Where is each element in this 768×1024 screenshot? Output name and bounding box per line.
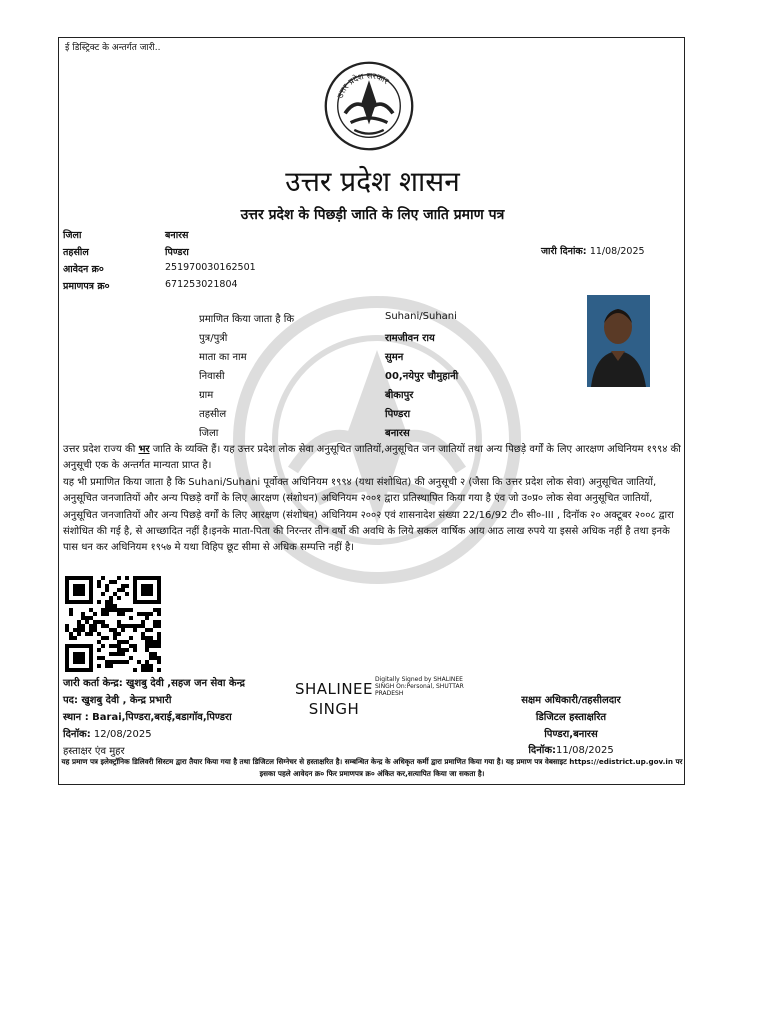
- detail-label: तहसील: [199, 409, 227, 420]
- center-value: खुशबु देवी ,सहज जन सेवा केन्द्र: [122, 678, 245, 689]
- post-value: खुशबु देवी , केन्द्र प्रभारी: [78, 695, 172, 706]
- district-detail: बनारस: [385, 428, 410, 439]
- page-subtitle: उत्तर प्रदेश के पिछड़ी जाति के लिए जाति प्रमाण पत्र: [240, 207, 505, 223]
- qr-code-icon[interactable]: [65, 576, 161, 672]
- certificate-label: प्रमाणपत्र क्र०: [63, 281, 110, 292]
- authority-title: सक्षम अधिकारी/तहसीलदार: [521, 695, 621, 706]
- issuer-date-value: 12/08/2025: [90, 729, 152, 740]
- paragraph-certification: यह भी प्रमाणित किया जाता है कि Suhani/Suhani पूर्वोक्त अधिनियम १९९४ (यथा संशोधित) की अनुसूची २ (जैसा कि उत्तर प्रदेश लोक सेवा) अनुसूचित जातियों, अनुसूचित जनजातियों और अन्य पिछड़े वर्गों के लिए आरक्षण (संशोधन) अधिनियम २००१ द्वारा प्रतिस्थापित किया गया है एंव जो उ०प्र० लोक सेवा अनुसूचित जातियों, अनुसूचित जनजातियों और अन्य पिछड़े वर्गों के लिए आरक्षण (संशोधन) अधिनियम २००२ एवं शासनादेश संख्या 22/16/92 टी० सी०-III , दिनॉक २० अक्टूबर २००८ द्वारा संशोधित की गई है, से आच्छादित नहीं है।इनके माता-पिता की निरन्तर तीन वर्षो की अवधि के लिये सकल वार्षिक आय आठ लाख रुपये या इससे अधिक नहीं है तथा इनके पास धन कर अधिनियम १९५७ मे यथा विहिप छूट सीमा से अधिक सम्पत्ति नहीं है।: [63, 477, 674, 554]
- issuer-date: [63, 726, 152, 740]
- detail-label: ग्राम: [199, 390, 214, 401]
- issuer-date-label: दिनॉक:: [63, 729, 91, 740]
- applicant-photo: [587, 295, 650, 387]
- post-label: पद:: [63, 695, 78, 706]
- issue-date-value: 11/08/2025: [589, 246, 645, 257]
- certificate-number: 671253021804: [165, 279, 238, 290]
- verification-note: यह प्रमाण पत्र इलेक्ट्रॉनिक डिलिवरी सिस्टम द्वारा तैयार किया गया है तथा डिजिटल सिग्नेचर से हस्ताक्षरित है। सम्बन्धित केन्द्र के अधिकृत कर्मी द्वारा प्रमाणित किया गया है। यह प्रमाण पत्र वेबसाइट https://edistrict.up.gov.in पर इसका पहले आवेदन क्र० फिर प्रमाणपत्र क्र० अंकित कर,सत्यापित किया जा सकता है।: [61, 757, 683, 778]
- detail-label: जिला: [199, 428, 219, 439]
- place-label: स्थान :: [63, 712, 89, 723]
- village: बीकापुर: [385, 390, 414, 401]
- paragraph-caste: [63, 442, 681, 475]
- digital-signature-note: Digitally Signed by SHALINEE SINGH On:Personal, SHUTTAR PRADESH: [375, 676, 464, 697]
- district-value: बनारस: [165, 230, 189, 241]
- application-number: 251970030162501: [165, 262, 256, 273]
- caste-name: भर: [138, 444, 150, 455]
- p1-prefix: उत्तर प्रदेश राज्य की: [63, 444, 139, 455]
- signature-seal-label: हस्ताक्षर एंव मुहर: [63, 746, 125, 757]
- authority-sign: डिजिटल हस्ताक्षरित: [535, 712, 607, 723]
- tehsil-detail: पिण्डरा: [385, 409, 411, 420]
- issuing-center: [63, 675, 245, 689]
- center-label: जारी कर्ता केन्द्र:: [63, 678, 123, 689]
- detail-label: निवासी: [199, 371, 225, 382]
- district-label: जिला: [63, 230, 82, 241]
- signature-name-line1: SHALINEE: [294, 680, 374, 698]
- issue-date-label: जारी दिनांक:: [541, 246, 587, 257]
- certificate-page: [58, 37, 685, 785]
- authority-date: [471, 742, 671, 756]
- p1-suffix: जाति के व्यक्ति हैं। यह उत्तर प्रदेश लोक सेवा अनुसूचित जातियों,अनुसूचित जन जातियों तथा अन्य पिछड़े वर्गों के लिए आरक्षण अधिनियम १९९४ की अनुसूची एक के अन्तर्गत मान्यता प्राप्त है।: [63, 444, 681, 472]
- issuer-post: [63, 692, 171, 706]
- tehsil-label: तहसील: [63, 247, 89, 258]
- digital-signature-name: [287, 679, 381, 719]
- authority-date-label: दिनॉक:: [528, 745, 557, 756]
- tehsil-value: पिण्डरा: [165, 247, 189, 258]
- top-note: ई डिस्ट्रिक्ट के अन्तर्गत जारी..: [65, 43, 161, 53]
- residence: 00,नयेपुर चौमुहानी: [385, 371, 459, 382]
- mother-name: सुमन: [385, 352, 404, 363]
- applicant-name: Suhani/Suhani: [385, 311, 457, 322]
- detail-label: पुत्र/पुत्री: [199, 333, 228, 344]
- authority-place: पिण्डरा,बनारस: [544, 729, 598, 740]
- detail-label: माता का नाम: [199, 352, 247, 363]
- signature-name-line2: SINGH: [308, 700, 360, 718]
- application-label: आवेदन क्र०: [63, 264, 104, 275]
- place-value: Barai,पिण्डरा,बराई,बडागॉव,पिण्डरा: [88, 712, 232, 723]
- emblem-text: उत्तर प्रदेश सरकार: [334, 70, 391, 100]
- detail-label: प्रमाणित किया जाता है कि: [199, 314, 295, 325]
- page-title: उत्तर प्रदेश शासन: [285, 165, 460, 198]
- issuer-place: [63, 709, 232, 723]
- authority-date-value: 11/08/2025: [556, 745, 614, 756]
- father-name: रामजीवन राय: [385, 333, 435, 344]
